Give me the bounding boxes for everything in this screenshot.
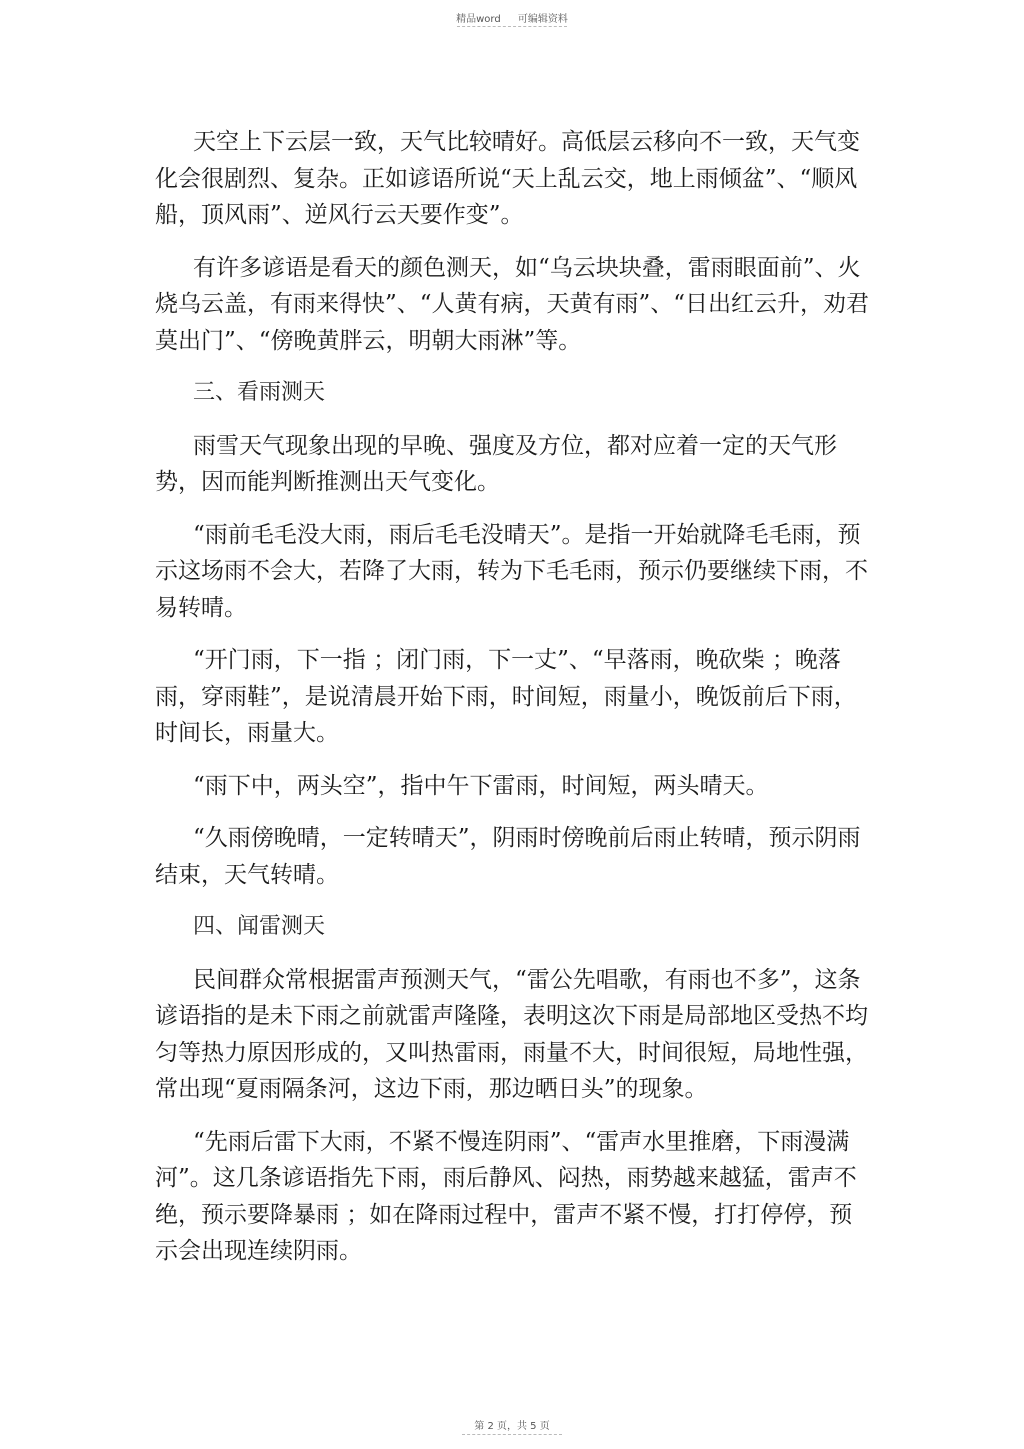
section-heading-thunder: 四、闻雷测天: [193, 914, 326, 939]
header-divider: [457, 26, 567, 27]
paragraph-thunder-sing: 民间群众常根据雷声预测天气，“雷公先唱歌，有雨也不多”，这条谚语指的是未下雨之前就雷声隆隆，表明这次下雨是局部地区受热不均匀等热力原因形成的，又叫热雷雨，雨量不大，时间很短，局地性强，常出现“夏雨隔条河，这边下雨，那边晒日头”的现象。: [155, 966, 868, 1102]
paragraph-rain-then-thunder: “先雨后雷下大雨，不紧不慢连阴雨”、“雷声水里推磨，下雨漫满河”。这几条谚语指先下雨，雨后静风、闷热，雨势越来越猛，雷声不绝，预示要降暴雨 ；如在降雨过程中，雷声不紧不慢，打打停停，预示会出现连续阴雨。: [155, 1128, 857, 1264]
paragraph-sky-color: 有许多谚语是看天的颜色测天，如“乌云块块叠，雷雨眼面前”、火烧乌云盖，有雨来得快”、“人黄有病，天黄有雨”、“日出红云升，劝君莫出门”、“傍晚黄胖云，明朝大雨淋”等。: [155, 254, 870, 354]
paragraph-rain-snow: 雨雪天气现象出现的早晚、强度及方位，都对应着一定的天气形势，因而能判断推测出天气变化。: [155, 432, 837, 495]
paragraph-cloud-layers: 天空上下云层一致，天气比较晴好。高低层云移向不一致，天气变化会很剧烈、复杂。正如谚语所说“天上乱云交，地上雨倾盆”、“顺风船，顶风雨”、逆风行云天要作变”。: [155, 129, 860, 228]
page-header: [0, 10, 1024, 25]
paragraph-evening-clear: “久雨傍晚晴，一定转晴天”，阴雨时傍晚前后雨止转晴，预示阴雨结束，天气转晴。: [155, 825, 861, 888]
section-heading-rain: 三、看雨测天: [193, 380, 326, 405]
header-right-text: 可编辑资料: [517, 14, 568, 25]
document-body: [155, 124, 870, 1286]
header-left-text: 精品word: [456, 14, 501, 25]
page-footer: 第 2 页，共 5 页: [474, 1421, 550, 1432]
paragraph-noon-rain: “雨下中，两头空”，指中午下雷雨，时间短，两头晴天。: [193, 772, 769, 799]
footer-divider: [462, 1434, 562, 1435]
paragraph-morning-rain: “开门雨，下一指 ；闭门雨，下一丈”、“早落雨，晚砍柴 ；晚落雨，穿雨鞋”，是说清晨开始下雨，时间短，雨量小，晚饭前后下雨，时间长，雨量大。: [155, 647, 857, 746]
paragraph-drizzle: “雨前毛毛没大雨，雨后毛毛没晴天”。是指一开始就降毛毛雨，预示这场雨不会大，若降了大雨，转为下毛毛雨，预示仍要继续下雨，不易转晴。: [155, 521, 868, 621]
